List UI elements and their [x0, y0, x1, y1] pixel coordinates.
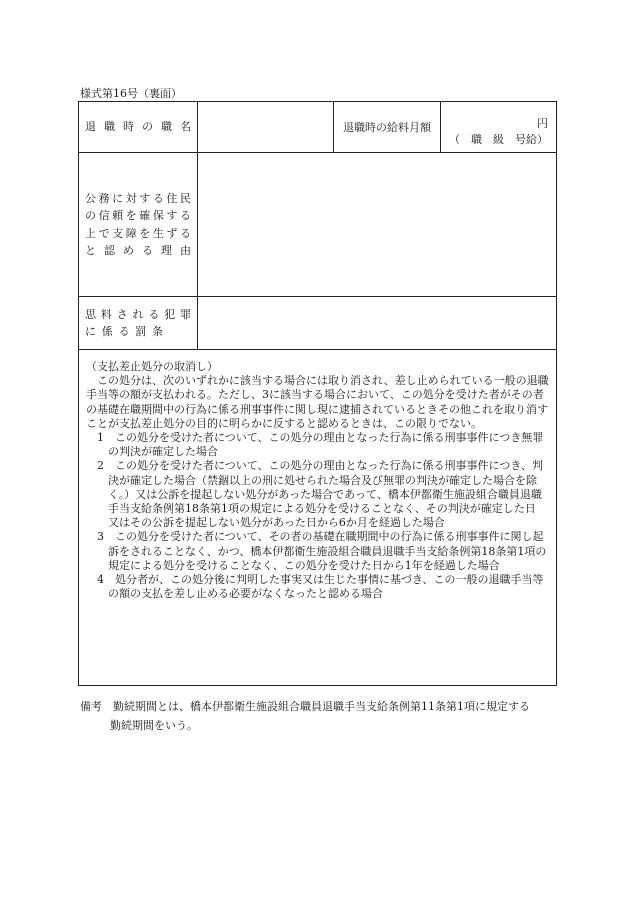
cancellation-item-2-cont: 又はその公訴を提起しない処分があった日から6か月を経過した場合: [108, 516, 445, 530]
reason-label-line: の信頼を確保する: [85, 209, 191, 222]
position-label: 退職時の職名: [79, 102, 198, 153]
grade-gokyu: 号給）: [515, 133, 548, 146]
cancellation-intro: この処分は、次のいずれかに該当する場合には取り消され、差し止められている一般の退職手当等の額が支払われる。ただし、3に該当する場合において、この処分を受けた者がその者の基礎在職期間中の行為に係る刑事事件に関し現に逮捕されているときその他これを取り消すことが支払差止処分の目的に明らかに反すると認めるときは、この限りでない。: [86, 374, 549, 430]
cancellation-item-2: 2 この処分を受けた者について、この処分の理由となった行為に係る刑事事件につき、判決が確定した場合（禁錮以上の刑に処せられた場合及び無罪の判決が確定した場合を除く。）又は公訴を提起しない処分があった場合であって、橋本伊都衛生施設組合職員退職手当支給条例第18条第1項の規定による処分を受けることなく、その判決が確定した日: [97, 459, 543, 516]
offense-value-field[interactable]: [198, 297, 557, 350]
offense-label-line: 思料される犯罪: [85, 307, 191, 321]
reason-label-line: 公務に対する住民: [85, 191, 191, 205]
grade-field: [449, 131, 548, 147]
remarks-line-1: 備考 勤続期間とは、橋本伊都衛生施設組合職員退職手当支給条例第11条第1項に規定する: [80, 700, 530, 713]
reason-value-field[interactable]: [198, 153, 557, 297]
grade-kyu: 級: [493, 133, 504, 146]
cancellation-item-4: 4 処分者が、この処分後に判明した事実又は生じた事情に基づき、この一般の退職手当等の額の支払を差し止める必要がなくなったと認める場合: [97, 573, 544, 601]
grade-open: （: [449, 133, 460, 146]
row-position: [79, 102, 557, 153]
remarks: [80, 697, 556, 735]
grade-shoku: 職: [471, 133, 482, 146]
reason-label-line: 上で支障を生ずる: [85, 226, 191, 240]
form-title: 様式第16号（裏面）: [80, 87, 182, 100]
reason-label: [79, 153, 198, 297]
cancellation-text: [79, 350, 557, 686]
cancellation-item-3: 3 この処分を受けた者について、その者の基礎在職期間中の行為に係る刑事事件に関し起訴をされることなく、かつ、橋本伊都衛生施設組合職員退職手当支給条例第18条第1項の規定による処分を受けることなく、この処分を受けた日から1年を経過した場合: [97, 530, 547, 572]
row-reason: [79, 153, 557, 297]
salary-value-field[interactable]: [441, 102, 557, 153]
form-table: [78, 101, 557, 686]
cancellation-item-1: 1 この処分を受けた者について、この処分の理由となった行為に係る刑事事件につき無罪の判決が確定した場合: [97, 431, 544, 459]
offense-label: [79, 297, 198, 350]
position-value-field[interactable]: [198, 102, 334, 153]
salary-unit: 円: [537, 117, 548, 130]
salary-label: 退職時の給料月額: [334, 102, 441, 153]
row-cancellation: [79, 350, 557, 686]
reason-label-line: と認める理由: [85, 244, 191, 257]
offense-label-line: に係る罰条: [85, 325, 163, 338]
cancellation-heading: （支払差止処分の取消し）: [86, 360, 218, 373]
row-offense: [79, 297, 557, 350]
remarks-line-2: 勤続期間をいう。: [110, 719, 198, 732]
